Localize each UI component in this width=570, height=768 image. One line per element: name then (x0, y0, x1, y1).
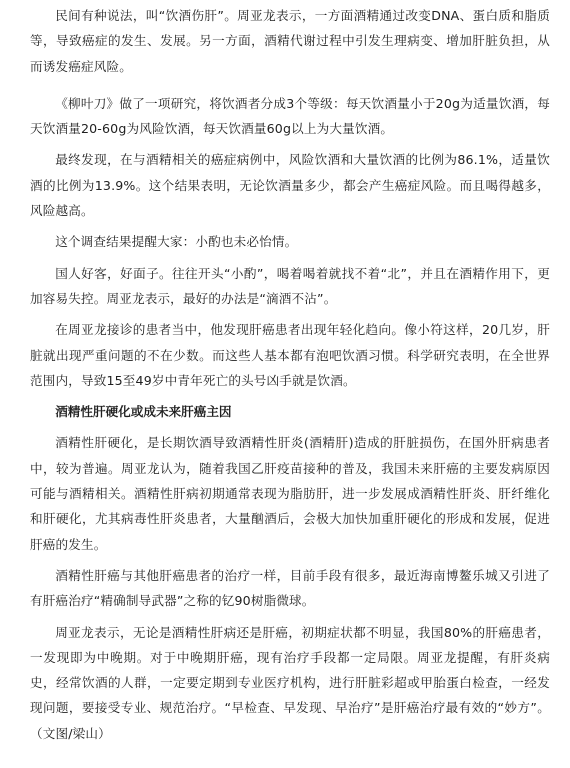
article-paragraph: 酒精性肝癌与其他肝癌患者的治疗一样，目前手段有很多，最近海南博鳌乐城又引进了有肝癌治疗“精确制导武器”之称的钇90树脂微球。 (30, 567, 550, 609)
article-paragraph: 《柳叶刀》做了一项研究，将饮酒者分成3个等级：每天饮酒量小于20g为适量饮酒，每天饮酒量20-60g为风险饮酒，每天饮酒量60g以上为大量饮酒。 (30, 95, 550, 137)
section-heading: 酒精性肝硬化或成未来肝癌主因 (55, 404, 232, 420)
article-paragraph: 这个调查结果提醒大家：小酌也未必怡情。 (55, 234, 298, 250)
article-paragraph: 周亚龙表示，无论是酒精性肝病还是肝癌，初期症状都不明显，我国80%的肝癌患者，一发现即为中晚期。对于中晚期肝癌，现有治疗手段都一定局限。周亚龙提醒，有肝炎病史，经常饮酒的人群，一定要定期到专业医疗机构，进行肝脏彩超或甲胎蛋白检查，一经发现问题，要接受专业、规范治疗。“早检查、早发现、早治疗”是肝癌治疗最有效的“妙方”。（文图/梁山） (30, 624, 550, 741)
article-paragraph: 在周亚龙接诊的患者当中，他发现肝癌患者出现年轻化趋向。像小符这样，20几岁，肝脏就出现严重问题的不在少数。而这些人基本都有泡吧饮酒习惯。科学研究表明，在全世界范围内，导致15至49岁中青年死亡的头号凶手就是饮酒。 (30, 322, 550, 388)
article-body (30, 0, 550, 746)
article-paragraph: 最终发现，在与酒精相关的癌症病例中，风险饮酒和大量饮酒的比例为86.1%，适量饮酒的比例为13.9%。这个结果表明，无论饮酒量多少，都会产生癌症风险。而且喝得越多，风险越高。 (30, 152, 550, 219)
article-paragraph: 酒精性肝硬化，是长期饮酒导致酒精性肝炎(酒精肝)造成的肝脏损伤，在国外肝病患者中，较为普遍。周亚龙认为，随着我国乙肝疫苗接种的普及，我国未来肝癌的主要发病原因可能与酒精相关。酒精性肝病初期通常表现为脂肪肝，进一步发展成酒精性肝炎、肝纤维化和肝硬化，尤其病毒性肝炎患者，大量酗酒后，会极大加快加重肝硬化的形成和发展，促进肝癌的发生。 (30, 435, 550, 552)
article-paragraph: 国人好客，好面子。往往开头“小酌”，喝着喝着就找不着“北”，并且在酒精作用下，更加容易失控。周亚龙表示，最好的办法是“滴酒不沾”。 (30, 265, 550, 306)
article-paragraph: 民间有种说法，叫“饮酒伤肝”。周亚龙表示，一方面酒精通过改变DNA、蛋白质和脂质等，导致癌症的发生、发展。另一方面，酒精代谢过程中引发生理病变、增加肝脏负担，从而诱发癌症风险。 (30, 8, 550, 74)
